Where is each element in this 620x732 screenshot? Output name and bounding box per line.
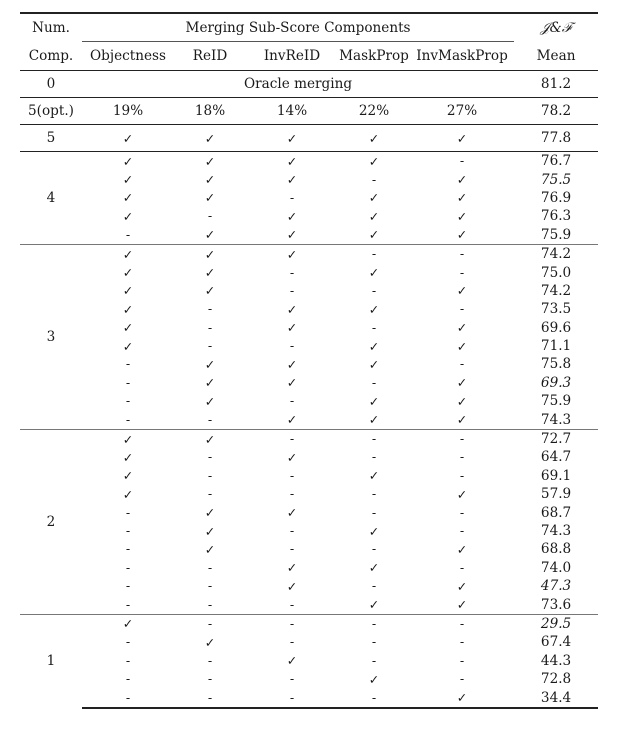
dash-maskprop: - <box>371 375 377 390</box>
dash-invreid: - <box>289 597 295 612</box>
dash-invreid: - <box>289 339 295 354</box>
dash-invmaskprop: - <box>459 265 465 280</box>
check-icon-objectness: ✓ <box>122 190 134 206</box>
table-row <box>20 688 598 707</box>
check-icon-objectness: ✓ <box>122 172 134 188</box>
check-icon-reid: ✓ <box>174 152 246 171</box>
dash-reid: - <box>207 487 213 502</box>
weight-invmaskprop: 27% <box>410 98 514 125</box>
dash-invreid: - <box>289 487 295 502</box>
dash-maskprop: - <box>338 244 410 263</box>
mean-score-cell: 72.8 <box>540 671 572 688</box>
check-icon-invmaskprop: ✓ <box>456 578 468 594</box>
mean-score-cell: 74.2 <box>514 244 598 263</box>
mean-score-cell: 76.7 <box>514 152 598 171</box>
dash-reid: - <box>207 597 213 612</box>
mean-score-cell: 74.3 <box>540 523 572 539</box>
check-icon-invreid: ✓ <box>286 301 298 317</box>
mean-score-cell: 75.5 <box>540 171 572 188</box>
dash-invreid: - <box>289 283 295 298</box>
dash-objectness: - <box>125 542 131 557</box>
table-row <box>20 392 598 410</box>
dash-maskprop: - <box>371 487 377 502</box>
check-icon-reid: ✓ <box>174 125 246 152</box>
check-icon-reid: ✓ <box>204 634 216 650</box>
check-icon-maskprop: ✓ <box>368 338 380 354</box>
col-header-maskprop: MaskProp <box>339 48 409 64</box>
dash-reid: - <box>174 688 246 707</box>
mean-score-cell: 34.4 <box>514 688 598 707</box>
check-icon-reid: ✓ <box>204 505 216 521</box>
dash-maskprop: - <box>338 429 410 448</box>
check-icon-invreid: ✓ <box>286 560 298 576</box>
header-row-1 <box>20 13 598 42</box>
check-icon-objectness: ✓ <box>122 468 134 484</box>
check-icon-invmaskprop: ✓ <box>456 227 468 243</box>
mean-score-cell: 76.9 <box>540 189 572 206</box>
dash-maskprop: - <box>371 635 377 650</box>
table-row <box>20 652 598 670</box>
check-icon-objectness: ✓ <box>82 152 174 171</box>
dash-objectness: - <box>82 688 174 707</box>
dash-invreid: - <box>246 614 338 633</box>
check-icon-maskprop: ✓ <box>368 227 380 243</box>
check-icon-objectness: ✓ <box>82 244 174 263</box>
dash-maskprop: - <box>338 614 410 633</box>
table-row <box>20 226 598 245</box>
check-icon-reid: ✓ <box>204 356 216 372</box>
table-row <box>20 595 598 614</box>
table-row <box>20 337 598 355</box>
mean-score-cell: 29.5 <box>514 614 598 633</box>
num-comp-header-bottom: Comp. <box>28 47 74 64</box>
dash-invmaskprop: - <box>459 560 465 575</box>
check-icon-maskprop: ✓ <box>368 523 380 539</box>
table-row <box>20 577 598 595</box>
dash-invmaskprop: - <box>459 524 465 538</box>
check-icon-objectness: ✓ <box>82 614 174 633</box>
dash-objectness: - <box>125 524 131 538</box>
check-icon-maskprop: ✓ <box>368 468 380 484</box>
dash-invreid: - <box>289 635 295 650</box>
check-icon-objectness: ✓ <box>122 208 134 224</box>
weight-reid: 18% <box>174 98 246 125</box>
check-icon-objectness: ✓ <box>122 449 134 465</box>
dash-reid: - <box>207 560 213 575</box>
check-icon-invreid: ✓ <box>286 227 298 243</box>
dash-maskprop: - <box>371 505 377 520</box>
check-icon-invmaskprop: ✓ <box>456 541 468 557</box>
check-icon-invmaskprop: ✓ <box>456 393 468 409</box>
check-icon-invmaskprop: ✓ <box>456 320 468 336</box>
dash-invmaskprop: - <box>459 302 465 317</box>
dash-objectness: - <box>125 672 131 687</box>
check-icon-invreid: ✓ <box>246 125 338 152</box>
dash-maskprop: - <box>371 579 377 594</box>
dash-invmaskprop: - <box>410 614 514 633</box>
col-header-reid: ReID <box>192 48 228 64</box>
dash-objectness: - <box>125 227 131 242</box>
dash-invmaskprop: - <box>459 450 465 465</box>
check-icon-invreid: ✓ <box>286 208 298 224</box>
mean-score-cell: 47.3 <box>540 578 572 595</box>
check-icon-objectness: ✓ <box>82 429 174 448</box>
num-comp-cell: 5 <box>20 125 82 152</box>
dash-invmaskprop: - <box>410 429 514 448</box>
table-row <box>20 503 598 521</box>
check-icon-invreid: ✓ <box>286 356 298 372</box>
dash-invreid: - <box>246 429 338 448</box>
table-row <box>20 429 598 448</box>
dash-invmaskprop: - <box>459 635 465 650</box>
table-row <box>20 319 598 337</box>
check-icon-maskprop: ✓ <box>368 671 380 687</box>
dash-invmaskprop: - <box>459 653 465 668</box>
check-icon-maskprop: ✓ <box>338 125 410 152</box>
sub-score-group-header: Merging Sub-Score Components <box>82 13 514 42</box>
check-icon-maskprop: ✓ <box>368 393 380 409</box>
mean-score-cell: 67.4 <box>540 634 572 651</box>
dash-invreid: - <box>289 672 295 687</box>
check-icon-maskprop: ✓ <box>368 560 380 576</box>
table-row <box>20 467 598 485</box>
dash-invreid: - <box>289 542 295 557</box>
dash-invmaskprop: - <box>410 152 514 171</box>
check-icon-maskprop: ✓ <box>368 301 380 317</box>
dash-objectness: - <box>125 357 131 372</box>
check-icon-reid: ✓ <box>204 541 216 557</box>
table-row <box>20 189 598 207</box>
dash-reid: - <box>207 412 213 427</box>
dash-reid: - <box>207 672 213 687</box>
col-header-invreid: InvReID <box>263 48 321 64</box>
check-icon-invreid: ✓ <box>286 172 298 188</box>
dash-invreid: - <box>289 265 295 280</box>
check-icon-objectness: ✓ <box>122 265 134 281</box>
check-icon-maskprop: ✓ <box>338 152 410 171</box>
check-icon-invmaskprop: ✓ <box>456 412 468 428</box>
dash-reid: - <box>207 339 213 354</box>
dash-objectness: - <box>125 375 131 390</box>
check-icon-invmaskprop: ✓ <box>410 688 514 707</box>
check-icon-invmaskprop: ✓ <box>456 338 468 354</box>
dash-reid: - <box>207 450 213 465</box>
oracle-comp: 0 <box>20 71 82 98</box>
check-icon-invreid: ✓ <box>286 505 298 521</box>
dash-maskprop: - <box>371 320 377 335</box>
check-icon-objectness: ✓ <box>122 301 134 317</box>
dash-maskprop: - <box>338 688 410 707</box>
mean-score-cell: 69.6 <box>540 319 572 336</box>
check-icon-maskprop: ✓ <box>368 597 380 613</box>
check-icon-invreid: ✓ <box>286 578 298 594</box>
check-icon-maskprop: ✓ <box>368 356 380 372</box>
check-icon-invreid: ✓ <box>286 449 298 465</box>
dash-reid: - <box>207 468 213 483</box>
table-row <box>20 282 598 300</box>
table-row <box>20 263 598 281</box>
oracle-label: Oracle merging <box>82 71 514 98</box>
ablation-table <box>20 12 598 709</box>
mean-score-cell: 77.8 <box>514 125 598 152</box>
check-icon-invmaskprop: ✓ <box>410 125 514 152</box>
dash-maskprop: - <box>371 542 377 557</box>
mean-score-cell: 68.8 <box>540 541 572 558</box>
table-row <box>20 448 598 466</box>
mean-score-cell: 74.0 <box>540 559 572 576</box>
dash-maskprop: - <box>371 450 377 465</box>
dash-invmaskprop: - <box>410 244 514 263</box>
table-row <box>20 410 598 429</box>
check-icon-reid: ✓ <box>174 244 246 263</box>
check-icon-objectness: ✓ <box>122 338 134 354</box>
check-icon-invmaskprop: ✓ <box>456 208 468 224</box>
num-comp-cell: 4 <box>20 152 82 245</box>
dash-reid: - <box>207 302 213 317</box>
dash-invreid: - <box>246 688 338 707</box>
col-header-objectness: Objectness <box>90 48 166 64</box>
check-icon-maskprop: ✓ <box>368 265 380 281</box>
check-icon-invmaskprop: ✓ <box>456 190 468 206</box>
mean-score-cell: 74.2 <box>540 282 572 299</box>
check-icon-maskprop: ✓ <box>368 412 380 428</box>
check-icon-maskprop: ✓ <box>368 208 380 224</box>
check-icon-objectness: ✓ <box>122 486 134 502</box>
dash-objectness: - <box>125 635 131 650</box>
dash-objectness: - <box>125 394 131 409</box>
dash-objectness: - <box>125 579 131 594</box>
table-row <box>20 614 598 633</box>
check-icon-invmaskprop: ✓ <box>456 283 468 299</box>
mean-score-cell: 71.1 <box>540 338 572 355</box>
check-icon-reid: ✓ <box>204 523 216 539</box>
check-icon-invreid: ✓ <box>286 412 298 428</box>
check-icon-reid: ✓ <box>204 375 216 391</box>
table-row <box>20 633 598 651</box>
table-row <box>20 485 598 503</box>
weight-maskprop: 22% <box>338 98 410 125</box>
table-row <box>20 152 598 171</box>
optimal-mean: 78.2 <box>514 98 598 125</box>
dash-invmaskprop: - <box>459 357 465 372</box>
check-icon-reid: ✓ <box>204 227 216 243</box>
dash-invmaskprop: - <box>459 468 465 483</box>
check-icon-reid: ✓ <box>174 429 246 448</box>
jf-metric-header: 𝒥&ℱ <box>514 13 598 42</box>
dash-reid: - <box>207 209 213 224</box>
check-icon-invreid: ✓ <box>286 653 298 669</box>
check-icon-reid: ✓ <box>204 393 216 409</box>
table-row <box>20 540 598 558</box>
check-icon-reid: ✓ <box>204 190 216 206</box>
mean-score-cell: 68.7 <box>540 504 572 521</box>
num-comp-header-top: Num. <box>20 13 82 42</box>
dash-objectness: - <box>125 560 131 575</box>
check-icon-invreid: ✓ <box>286 375 298 391</box>
mean-score-cell: 74.3 <box>540 411 572 428</box>
num-comp-cell: 2 <box>20 429 82 614</box>
dash-objectness: - <box>125 653 131 668</box>
weight-objectness: 19% <box>82 98 174 125</box>
check-icon-reid: ✓ <box>204 283 216 299</box>
dash-objectness: - <box>125 597 131 612</box>
optimal-weights-row <box>20 98 598 125</box>
check-icon-maskprop: ✓ <box>368 190 380 206</box>
check-icon-invmaskprop: ✓ <box>456 375 468 391</box>
dash-objectness: - <box>125 412 131 427</box>
table-row <box>20 522 598 540</box>
table-row <box>20 170 598 188</box>
dash-invreid: - <box>289 190 295 205</box>
dash-reid: - <box>207 320 213 335</box>
mean-score-cell: 69.1 <box>540 467 572 484</box>
table-row <box>20 244 598 263</box>
table-row <box>20 670 598 688</box>
weight-invreid: 14% <box>246 98 338 125</box>
mean-score-cell: 57.9 <box>540 486 572 503</box>
dash-invreid: - <box>289 524 295 538</box>
check-icon-invreid: ✓ <box>246 152 338 171</box>
mean-score-cell: 75.9 <box>540 393 572 410</box>
optimal-comp: 5(opt.) <box>20 98 82 125</box>
table-row <box>20 207 598 225</box>
mean-score-cell: 69.3 <box>540 374 572 391</box>
dash-reid: - <box>207 653 213 668</box>
mean-score-cell: 75.9 <box>540 226 572 243</box>
check-icon-objectness: ✓ <box>122 320 134 336</box>
check-icon-objectness: ✓ <box>82 125 174 152</box>
dash-invmaskprop: - <box>459 672 465 687</box>
check-icon-invreid: ✓ <box>286 320 298 336</box>
num-comp-cell: 1 <box>20 614 82 707</box>
check-icon-invmaskprop: ✓ <box>456 486 468 502</box>
oracle-mean: 81.2 <box>514 71 598 98</box>
check-icon-objectness: ✓ <box>122 283 134 299</box>
mean-score-cell: 64.7 <box>540 449 572 466</box>
dash-invmaskprop: - <box>459 505 465 520</box>
mean-score-cell: 76.3 <box>540 208 572 225</box>
dash-maskprop: - <box>371 172 377 187</box>
check-icon-invmaskprop: ✓ <box>456 597 468 613</box>
dash-maskprop: - <box>371 653 377 668</box>
oracle-row <box>20 71 598 98</box>
check-icon-invreid: ✓ <box>246 244 338 263</box>
mean-header: Mean <box>536 47 576 64</box>
header-row-2 <box>20 42 598 71</box>
check-icon-reid: ✓ <box>204 172 216 188</box>
mean-score-cell: 72.7 <box>514 429 598 448</box>
check-icon-invmaskprop: ✓ <box>456 172 468 188</box>
dash-reid: - <box>207 579 213 594</box>
col-header-invmaskprop: InvMaskProp <box>416 48 508 64</box>
dash-invreid: - <box>289 394 295 409</box>
table-row <box>20 374 598 392</box>
dash-reid: - <box>174 614 246 633</box>
table-row <box>20 300 598 318</box>
table-body <box>20 13 598 708</box>
mean-score-cell: 75.0 <box>540 264 572 281</box>
dash-invreid: - <box>289 468 295 483</box>
table-row <box>20 559 598 577</box>
mean-score-cell: 73.6 <box>540 596 572 613</box>
mean-score-cell: 75.8 <box>540 356 572 373</box>
check-icon-reid: ✓ <box>204 265 216 281</box>
dash-maskprop: - <box>371 283 377 298</box>
mean-score-cell: 44.3 <box>540 652 572 669</box>
dash-objectness: - <box>125 505 131 520</box>
mean-score-cell: 73.5 <box>540 301 572 318</box>
num-comp-cell: 3 <box>20 244 82 429</box>
table-row <box>20 125 598 152</box>
table-row <box>20 355 598 373</box>
